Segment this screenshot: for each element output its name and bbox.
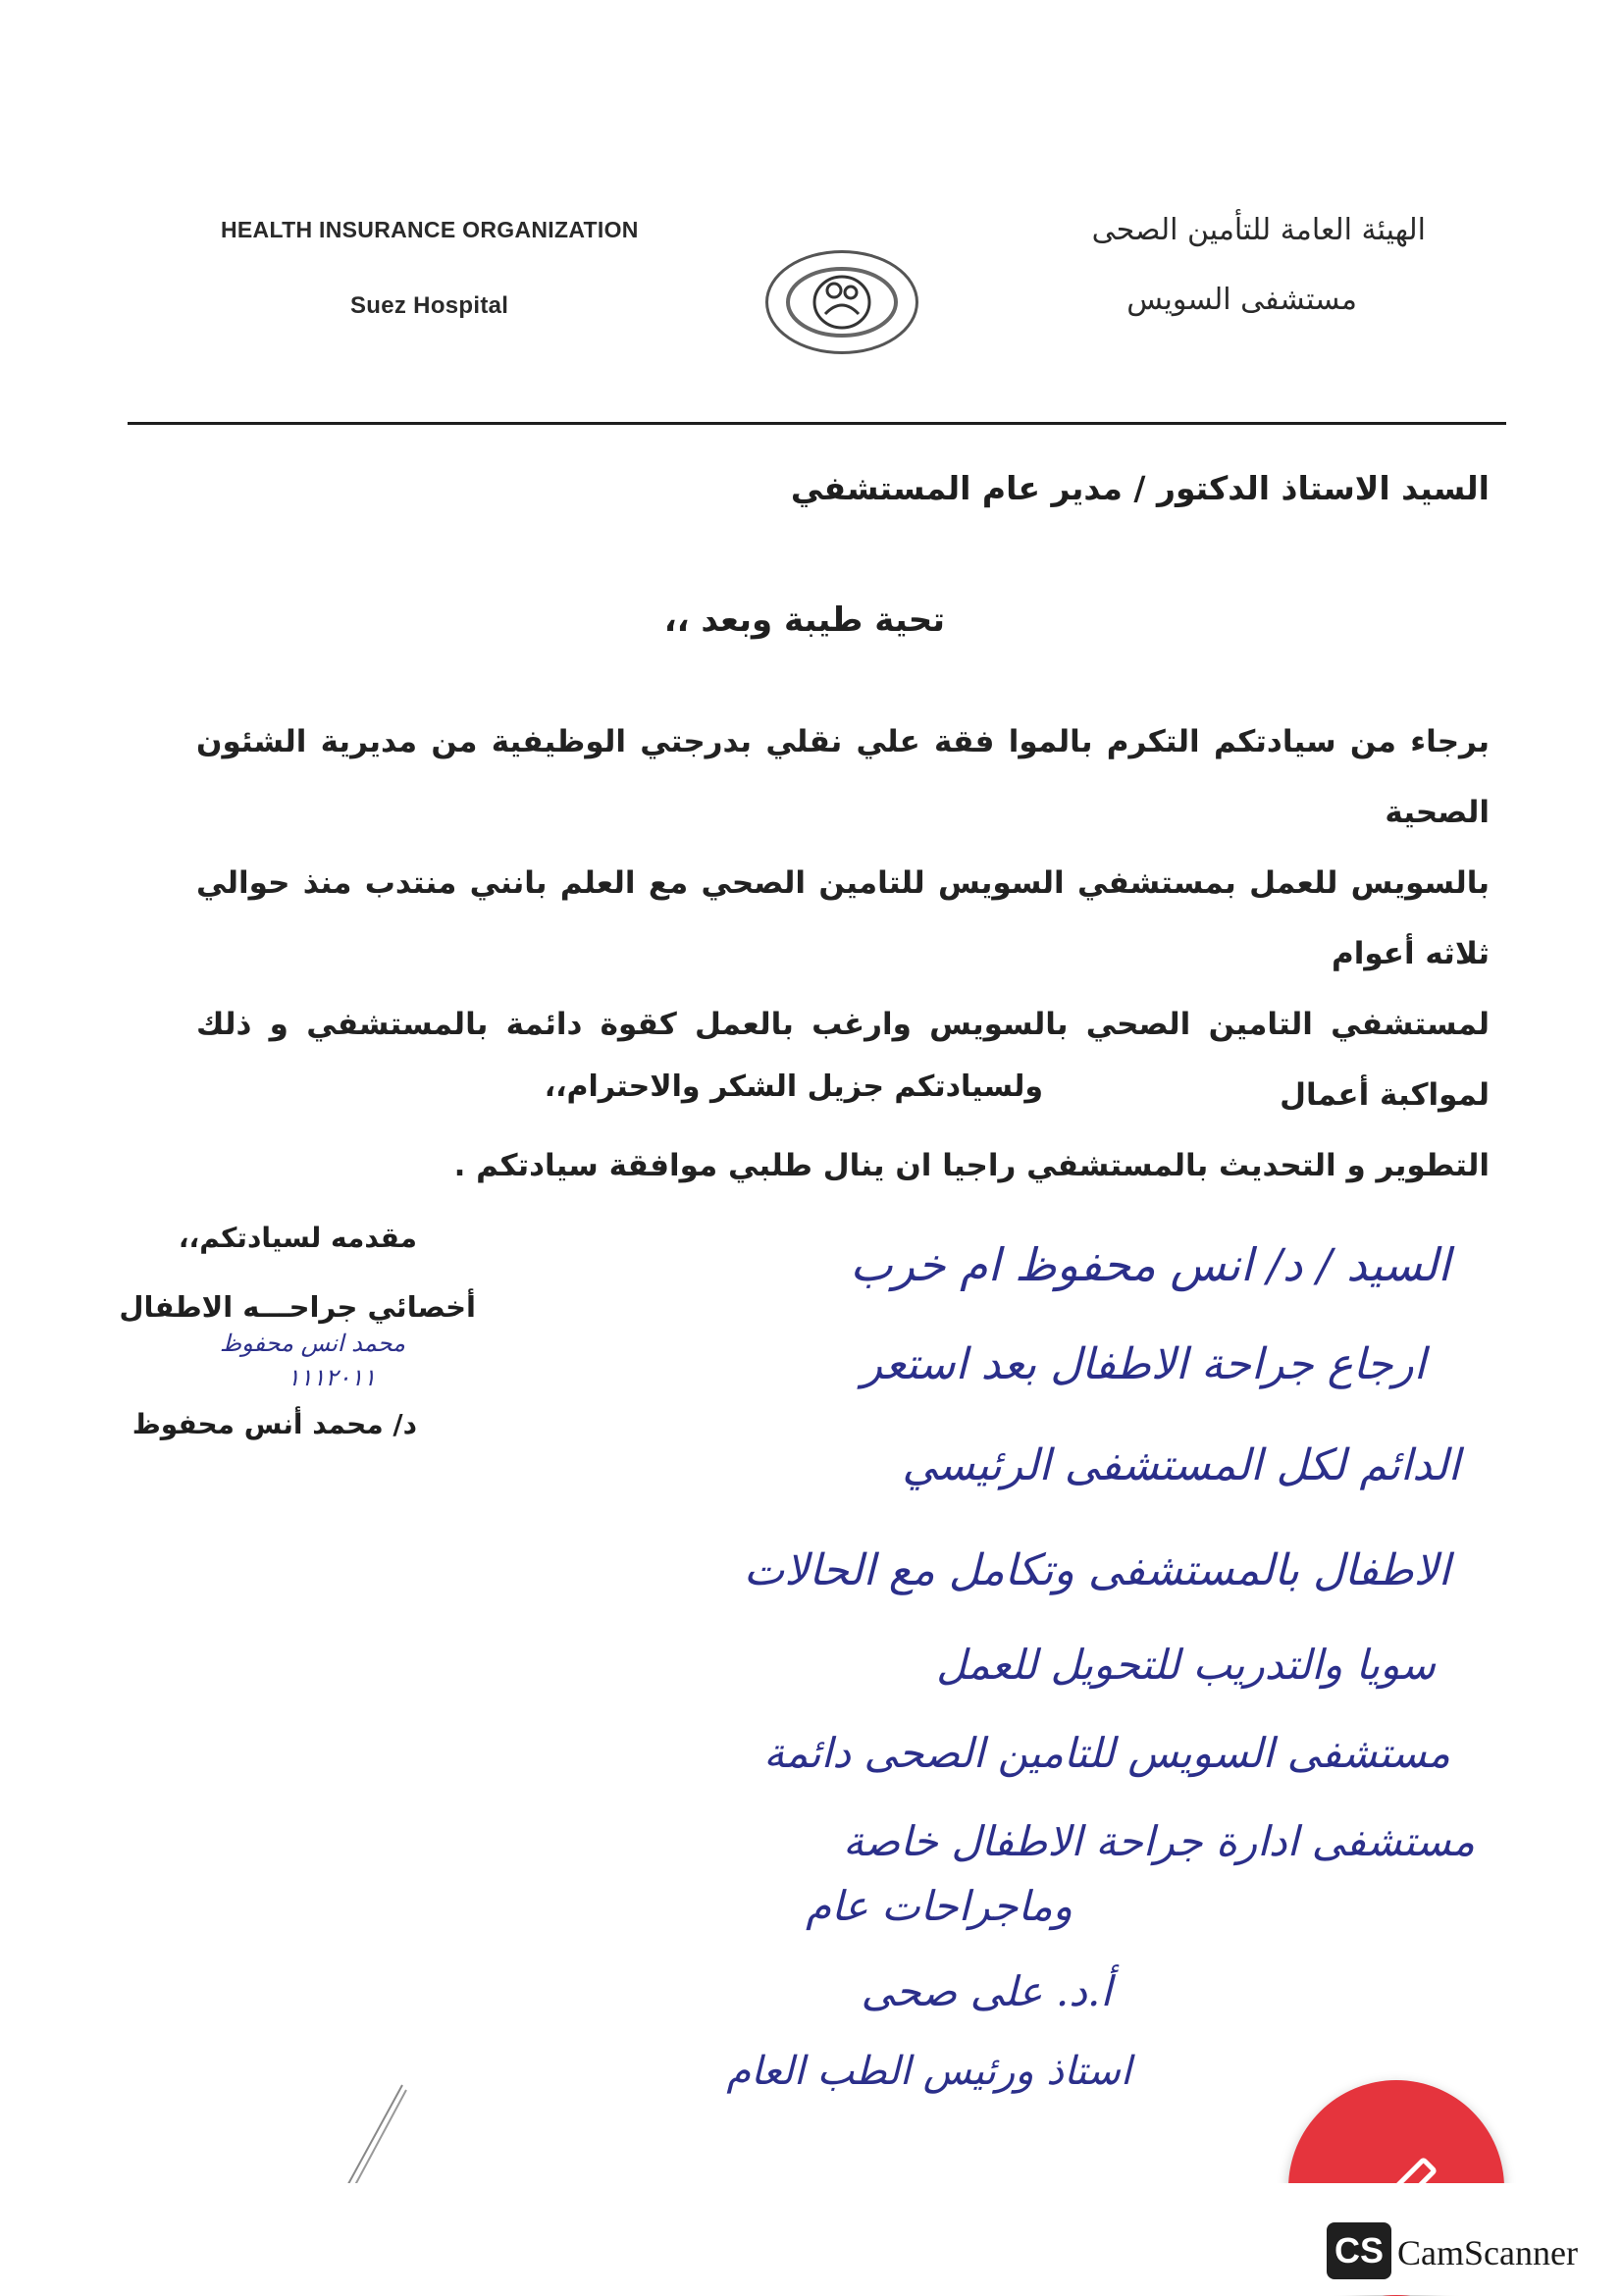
header-hospital-ar: مستشفى السويس: [1126, 283, 1357, 317]
closing: ولسيادتكم جزيل الشكر والاحترام،،: [544, 1070, 1043, 1104]
signature-line: أ.د. على صحى: [861, 1967, 1112, 2015]
body-line: بالسويس للعمل بمستشفي السويس للتامين الصحي مع العلم بانني منتدب منذ حوالي ثلاثه أعوام: [196, 865, 1490, 971]
camscanner-label: CamScanner: [1397, 2233, 1578, 2272]
handwritten-line: سويا والتدريب للتحويل للعمل: [936, 1641, 1436, 1689]
pen-stroke-mark: [334, 2080, 412, 2198]
handwritten-line: ارجاع جراحة الاطفال بعد استعر: [861, 1339, 1426, 1389]
body-line: لمستشفي التامين الصحي بالسويس وارغب بالعمل كقوة دائمة بالمستشفي و ذلك لمواكبة أعمال: [196, 1007, 1490, 1113]
body-line: التطوير و التحديث بالمستشفي راجيا ان ينال طلبي موافقة سيادتكم .: [453, 1148, 1490, 1183]
body-line: برجاء من سيادتكم التكرم بالموا فقة علي نقلي بدرجتي الوظيفية من مديرية الشئون الصحية: [196, 724, 1490, 830]
greeting: تحية طيبة وبعد ،،: [663, 600, 945, 640]
sender-name: د/ محمد أنس محفوظ: [131, 1408, 417, 1440]
sender-title: أخصائي جراحـــه الاطفال: [119, 1290, 476, 1324]
addressee: السيد الاستاذ الدكتور / مدير عام المستشفي: [790, 469, 1490, 507]
health-insurance-logo-icon: [765, 250, 918, 354]
handwritten-line: مستشفى السويس للتامين الصحى دائمة: [763, 1729, 1450, 1777]
sender-handwritten-name: محمد انس محفوظ: [219, 1330, 405, 1357]
handwritten-line: مستشفى ادارة جراحة الاطفال خاصة: [843, 1817, 1475, 1865]
header-org-ar: الهيئة العامة للتأمين الصحى: [1091, 213, 1426, 247]
letter-body: [196, 706, 1490, 1201]
header-divider: [128, 422, 1506, 425]
handwritten-line: الدائم لكل المستشفى الرئيسي: [902, 1440, 1460, 1490]
header-org-en: HEALTH INSURANCE ORGANIZATION: [221, 217, 639, 242]
camscanner-icon: CS: [1327, 2222, 1391, 2279]
header-hospital-en: Suez Hospital: [350, 292, 509, 319]
signature-title: استاذ ورئيس الطب العام: [726, 2049, 1131, 2094]
handwritten-line: وماجراحات عام: [806, 1882, 1073, 1930]
presented-by: مقدمه لسيادتكم،،: [178, 1222, 417, 1254]
sender-handwritten-number: ١١١٢٠١١: [287, 1364, 376, 1391]
handwritten-line: السيد / د/ انس محفوظ ام خرب: [850, 1238, 1450, 1291]
handwritten-line: الاطفال بالمستشفى وتكامل مع الحالات: [743, 1545, 1450, 1595]
